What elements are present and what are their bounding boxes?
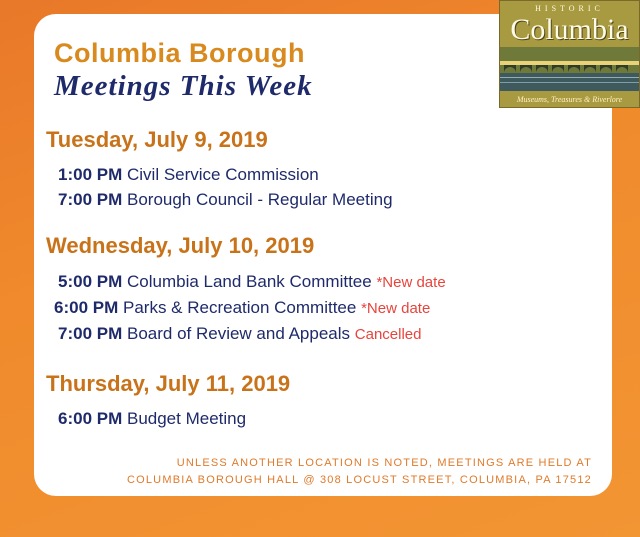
day-heading-thursday: Thursday, July 11, 2019 [46, 371, 291, 396]
meeting-name: Borough Council - Regular Meeting [126, 190, 393, 209]
meeting-time: 1:00 PM [58, 165, 123, 184]
logo-name: Columbia [510, 13, 629, 46]
meeting-time: 7:00 PM [58, 324, 123, 343]
footer-line-2: COLUMBIA BOROUGH HALL @ 308 LOCUST STREET, COLUMBIA, PA 17512 [126, 474, 592, 486]
meeting-name: Civil Service Commission [126, 165, 319, 184]
meeting-item [58, 409, 246, 429]
meeting-item [54, 298, 430, 318]
day-heading-tuesday: Tuesday, July 9, 2019 [46, 127, 268, 152]
meeting-name: Parks & Recreation Committee [122, 298, 357, 317]
page-title: Columbia Borough [54, 38, 305, 68]
meeting-time: 7:00 PM [58, 190, 123, 209]
meeting-item [58, 324, 421, 344]
day-heading-wednesday: Wednesday, July 10, 2019 [46, 233, 315, 258]
meeting-note: Cancelled [354, 326, 422, 343]
location-footer [127, 455, 592, 489]
meeting-item [58, 272, 446, 292]
meeting-name: Board of Review and Appeals [126, 324, 351, 343]
meeting-note: *New date [376, 274, 446, 291]
meeting-time: 6:00 PM [58, 409, 123, 428]
logo-top-text: HISTORIC [535, 4, 604, 13]
historic-columbia-logo [499, 0, 640, 108]
page-subtitle: Meetings This Week [54, 70, 313, 102]
meeting-item [58, 165, 319, 185]
logo-tagline: Museums, Treasures & Riverlore [516, 95, 623, 104]
meeting-name: Budget Meeting [126, 409, 247, 428]
meeting-note: *New date [361, 300, 431, 317]
meeting-time: 5:00 PM [58, 272, 123, 291]
footer-line-1: UNLESS ANOTHER LOCATION IS NOTED, MEETINGS ARE HELD AT [176, 457, 592, 469]
meeting-time: 6:00 PM [54, 298, 119, 317]
meeting-name: Columbia Land Bank Committee [126, 272, 372, 291]
meeting-item [58, 190, 393, 210]
bridge-illustration-icon [500, 47, 640, 91]
